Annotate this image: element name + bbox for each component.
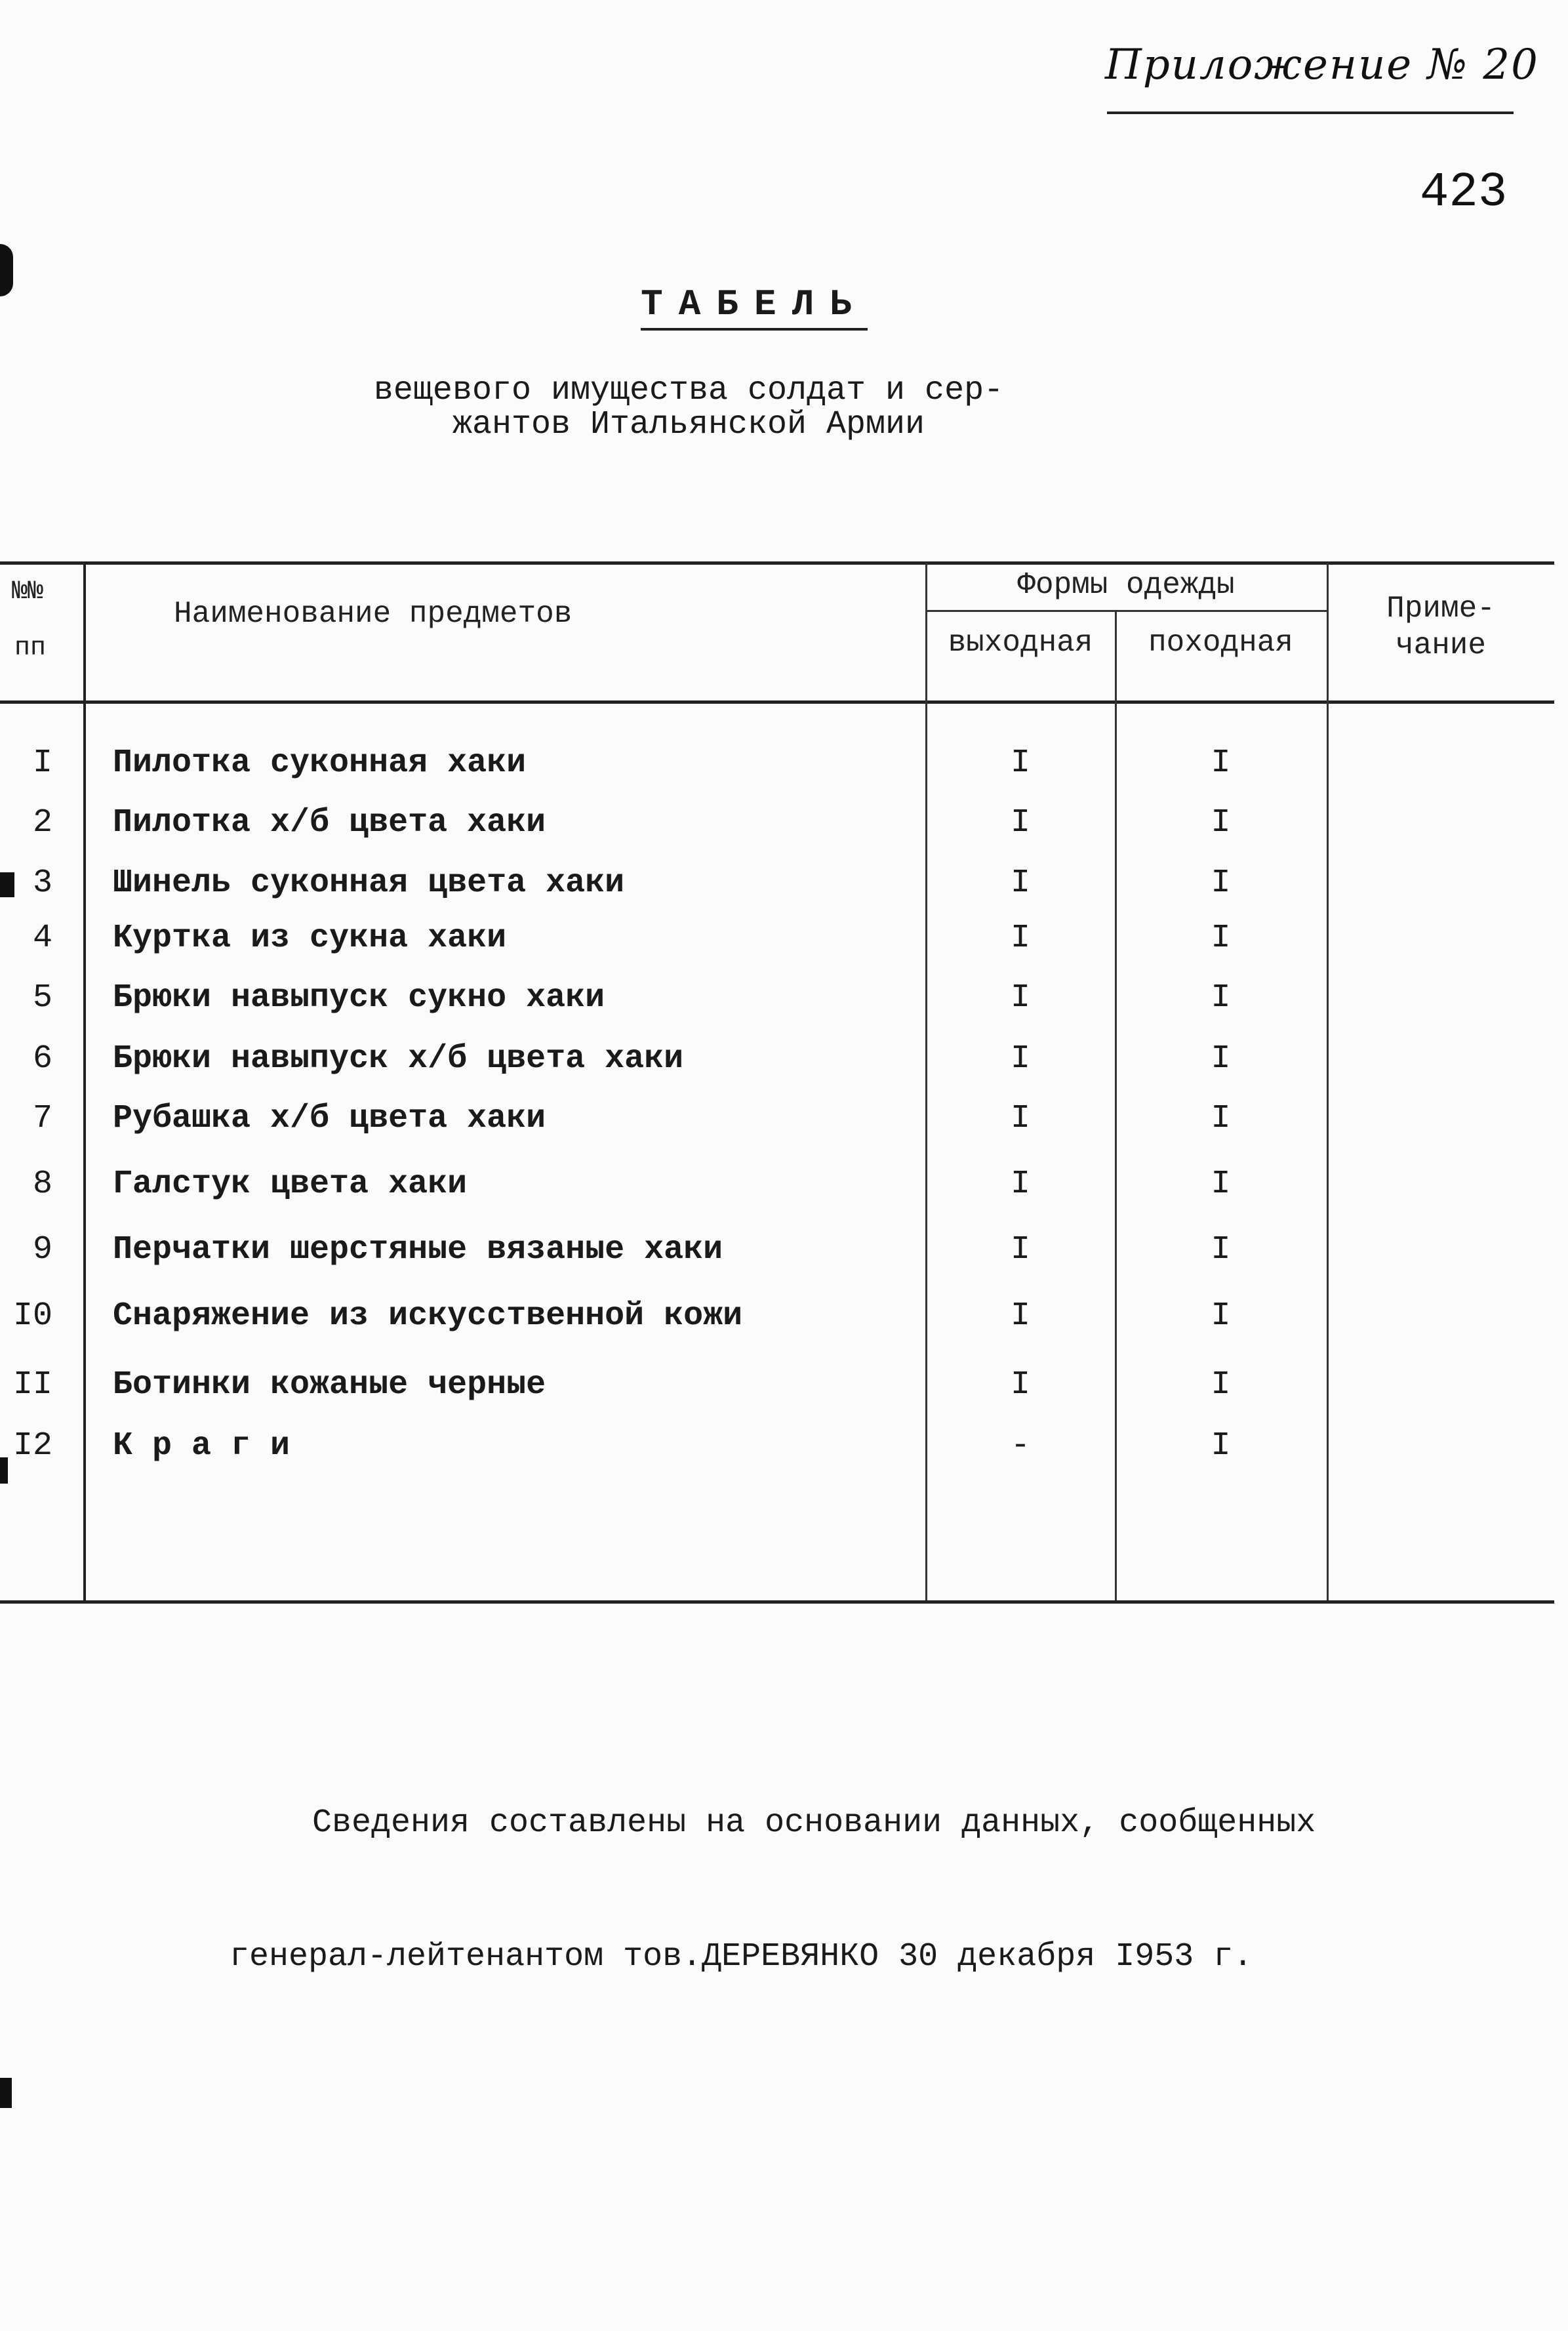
- table-row: [0, 1297, 1568, 1350]
- item-name: Снаряжение из искусственной кожи: [113, 1297, 743, 1335]
- field-quantity: I: [1211, 1231, 1231, 1268]
- field-quantity: I: [1211, 1427, 1231, 1465]
- row-number: 5: [32, 979, 52, 1017]
- row-number: 2: [32, 804, 52, 841]
- row-number: 3: [32, 864, 52, 902]
- row-number: 6: [32, 1040, 52, 1078]
- table-row: [0, 1040, 1568, 1093]
- dress-quantity: I: [1010, 1231, 1030, 1268]
- document-title-text: ТАБЕЛЬ: [641, 283, 868, 331]
- row-number: 8: [32, 1166, 52, 1203]
- item-name: К р а г и: [113, 1427, 291, 1465]
- scan-mark: [0, 872, 14, 897]
- binder-hole-mark: [0, 244, 13, 296]
- field-quantity: I: [1211, 1366, 1231, 1404]
- item-name: Галстук цвета хаки: [113, 1166, 468, 1203]
- table-header-bottom-border: [0, 700, 1554, 704]
- source-note: [230, 1712, 1410, 2024]
- table-row: [0, 1100, 1568, 1152]
- item-name: Пилотка х/б цвета хаки: [113, 804, 546, 841]
- field-quantity: I: [1211, 1166, 1231, 1203]
- appendix-label: Приложение № 20: [1105, 41, 1539, 89]
- dress-quantity: -: [1010, 1427, 1030, 1465]
- field-quantity: I: [1211, 1100, 1231, 1137]
- table-row: [0, 804, 1568, 857]
- dress-quantity: I: [1010, 1166, 1030, 1203]
- table-row: [0, 1166, 1568, 1218]
- dress-quantity: I: [1010, 1366, 1030, 1404]
- header-field-label: походная: [1148, 626, 1293, 660]
- dress-quantity: I: [1010, 1297, 1030, 1335]
- row-number: 9: [32, 1231, 52, 1268]
- table-row: [0, 979, 1568, 1032]
- item-name: Ботинки кожаные черные: [113, 1366, 546, 1404]
- table-row: [0, 1231, 1568, 1284]
- source-note-line-2: генерал-лейтенантом тов.ДЕРЕВЯНКО 30 декабря I953 г.: [230, 1938, 1253, 1976]
- row-number: I: [32, 744, 52, 782]
- table-bottom-border: [0, 1600, 1554, 1604]
- appendix-underline: [1107, 111, 1514, 114]
- header-name-label: Наименование предметов: [174, 597, 573, 631]
- dress-quantity: I: [1010, 920, 1030, 957]
- item-name: Перчатки шерстяные вязаные хаки: [113, 1231, 723, 1268]
- field-quantity: I: [1211, 920, 1231, 957]
- dress-quantity: I: [1010, 1100, 1030, 1137]
- item-name: Куртка из сукна хаки: [113, 920, 507, 957]
- dress-quantity: I: [1010, 864, 1030, 902]
- field-quantity: I: [1211, 979, 1231, 1017]
- dress-quantity: I: [1010, 744, 1030, 782]
- row-number: 7: [32, 1100, 52, 1137]
- dress-quantity: I: [1010, 979, 1030, 1017]
- subtitle-line-1: вещевого имущества солдат и сер-: [373, 372, 1004, 409]
- dress-group-divider: [925, 610, 1327, 612]
- header-note-line-1: Приме-: [1386, 592, 1495, 626]
- header-note-label: [1327, 590, 1555, 664]
- source-note-line-1: Сведения составлены на основании данных, сообщенных: [312, 1804, 1316, 1842]
- item-name: Брюки навыпуск сукно хаки: [113, 979, 605, 1017]
- table-top-border: [0, 561, 1554, 565]
- row-number: I2: [12, 1427, 52, 1465]
- document-title: [0, 283, 1508, 325]
- row-number: I0: [12, 1297, 52, 1335]
- field-quantity: I: [1211, 864, 1231, 902]
- table-row: [0, 1427, 1568, 1480]
- header-dress-label: выходная: [948, 626, 1093, 660]
- header-num-label: №№: [12, 577, 44, 607]
- field-quantity: I: [1211, 744, 1231, 782]
- field-quantity: I: [1211, 1297, 1231, 1335]
- item-name: Пилотка суконная хаки: [113, 744, 527, 782]
- table-row: [0, 920, 1568, 972]
- row-number: 4: [32, 920, 52, 957]
- table-row: [0, 744, 1568, 797]
- item-name: Рубашка х/б цвета хаки: [113, 1100, 546, 1137]
- dress-quantity: I: [1010, 804, 1030, 841]
- item-name: Шинель суконная цвета хаки: [113, 864, 625, 902]
- scan-mark: [0, 2078, 12, 2108]
- field-quantity: I: [1211, 1040, 1231, 1078]
- header-note-line-2: чание: [1395, 628, 1487, 662]
- subtitle-line-2: жантов Итальянской Армии: [452, 406, 925, 443]
- table-row: [0, 1366, 1568, 1419]
- page-number: 423: [1420, 165, 1508, 220]
- field-quantity: I: [1211, 804, 1231, 841]
- document-subtitle: [262, 374, 1115, 442]
- scan-mark: [0, 1457, 8, 1484]
- header-dress-group-label: Формы одежды: [1017, 568, 1235, 602]
- item-name: Брюки навыпуск х/б цвета хаки: [113, 1040, 684, 1078]
- header-num-label-2: пп: [14, 634, 47, 663]
- dress-quantity: I: [1010, 1040, 1030, 1078]
- table-row: [0, 864, 1568, 917]
- row-number: II: [12, 1366, 52, 1404]
